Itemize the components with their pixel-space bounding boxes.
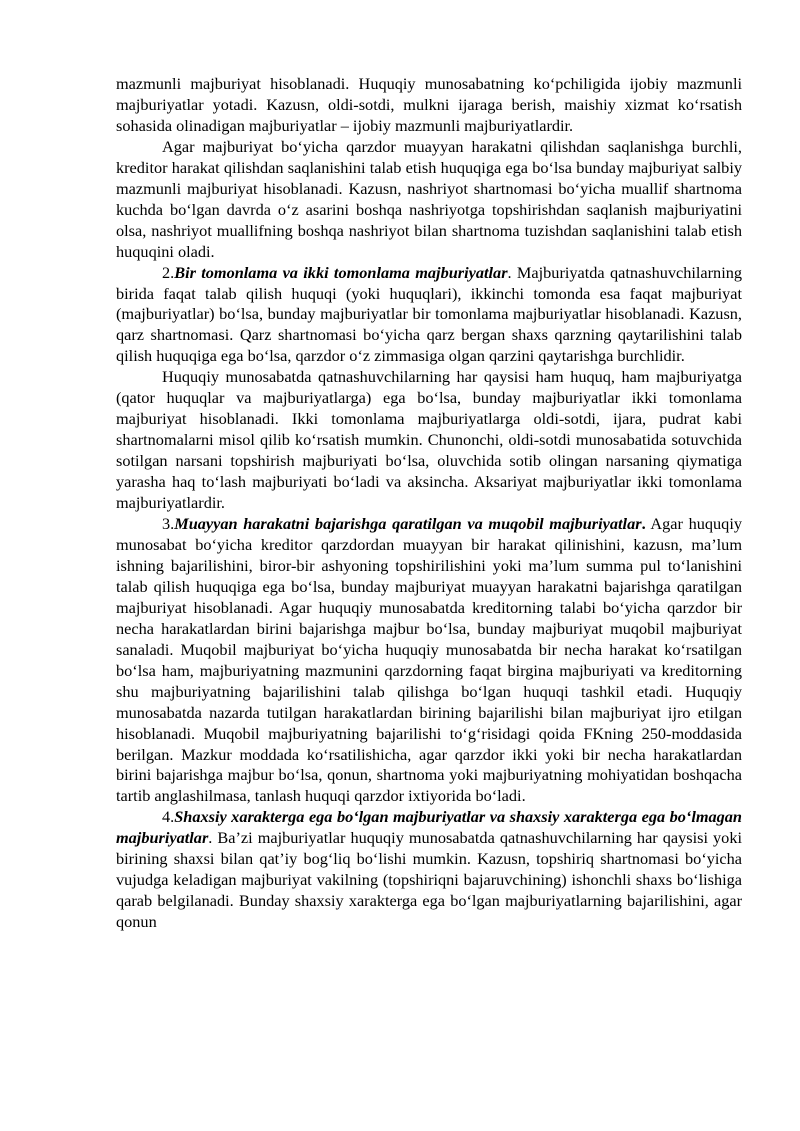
paragraph-negative-obligation [116, 137, 742, 263]
paragraph-text: . Ba’zi majburiyatlar huquqiy munosabatda qatnashuvchilarning har qaysisi yoki birining shaxsi bilan qat’iy bog‘liq bo‘lishi mumkin. Kazusn, topshiriq shartnomasi bo‘yicha vujudga keladigan majburiyat vakilning (topshiriqni bajaruvchining) ishonchli shaxs bo‘lishiga qarab belgilanadi. Bunday shaxsiy xarakterga ega bo‘lgan majburiyatlarning bajarilishini, agar qonun [116, 828, 742, 932]
paragraph-text: mazmunli majburiyat hisoblanadi. Huquqiy munosabatning ko‘pchiligida ijobiy mazmunli majburiyatlar yotadi. Kazusn, oldi-sotdi, mulkni ijaraga berish, maishiy xizmat ko‘rsatish sohasida olinadigan majburiyatlar – ijobiy mazmunli majburiyatlardir. [116, 74, 742, 135]
section-heading: Bir tomonlama va ikki tomonlama majburiyatlar [174, 262, 508, 282]
section-number: 4. [162, 807, 175, 827]
paragraph-bilateral-obligation [116, 367, 742, 514]
paragraph-text: Agar majburiyat bo‘yicha qarzdor muayyan harakatni qilishdan saqlanishga burchli, kreditor harakat qilishdan saqlanishini talab etish huquqiga ega bo‘lsa bunday majburiyat salbiy mazmunli majburiyat hisoblanadi. Kazusn, nashriyot shartnomasi bo‘yicha muallif shartnoma kuchda bo‘lgan davrda o‘z asarini boshqa nashriyotga topshirishdan saqlanish majburiyatini olsa, nashriyot muallifning boshqa nashriyot bilan shartnoma tuzishdan saqlanishini talab etish huquqini oladi. [116, 136, 742, 261]
paragraph-text: Agar huquqiy munosabat bo‘yicha kreditor qarzdordan muayyan bir harakat qilinishini, kazusn, ma’lum ishning bajarilishini, biror-bir ashyoning topshirilishini yoki ma’lum summa pul to‘lanishini talab qilish huquqiga ega bo‘lsa, bunday majburiyat muayyan harakatni bajarishga qaratilgan majburiyat hisoblanadi. Agar huquqiy munosabatda kreditorning talabi bo‘yicha qarzdor bir necha harakatlardan birini bajarishga majbur bo‘lsa, bunday majburiyat muqobil majburiyat sanaladi. Muqobil majburiyat bo‘yicha huquqiy munosabatda bir necha harakat ko‘rsatilgan bo‘lsa ham, majburiyatning mazmunini qarzdorning faqat birgina majburiyati va kreditorning shu majburiyatning bajarilishini talab qilishga bo‘lgan huquqi tashkil etadi. Huquqiy munosabatda nazarda tutilgan harakatlardan birining bajarilishi bilan majburiyat ijro etilgan hisoblanadi. Muqobil majburiyatning bajarilishi to‘g‘risidagi qoida FKning 250-moddasida berilgan. Mazkur moddada ko‘rsatilishicha, agar qarzdor ikki yoki bir necha harakatlardan birini bajarishga majbur bo‘lsa, qonun, shartnoma yoki majburiyatning mohiyatidan boshqacha tartib anglashilmasa, tanlash huquqi qarzdor ixtiyorida bo‘ladi. [116, 514, 742, 806]
heading-punctuation: . [641, 514, 646, 534]
section-number: 3. [162, 514, 175, 534]
section-4-paragraph [116, 807, 742, 933]
paragraph-text: Huquqiy munosabatda qatnashuvchilarning har qaysisi ham huquq, ham majburiyatga (qator huquqlar va majburiyatlarga) ega bo‘lsa, bunday majburiyatlar ikki tomonlama majburiyat hisoblanadi. Ikki tomonlama majburiyatlarga oldi-sotdi, ijara, pudrat kabi shartnomalarni misol qilib ko‘rsatish mumkin. Chunonchi, oldi-sotdi munosabatida sotuvchida sotilgan narsani topshirish majburiyati bo‘lsa, oluvchida sotib olingan narsaning qiymatiga yarasha haq to‘lash majburiyati bo‘ladi va aksincha. Aksariyat majburiyatlar ikki tomonlama majburiyatlardir. [116, 367, 742, 513]
section-heading: Shaxsiy xarakterga ega bo‘lgan majburiyatlar va shaxsiy xarakterga ega bo‘lmagan majburiyatlar [116, 807, 742, 848]
section-number: 2. [162, 262, 175, 282]
document-page [116, 74, 742, 933]
paragraph-continuation [116, 74, 742, 137]
section-heading: Muayyan harakatni bajarishga qaratilgan va muqobil majburiyatlar [174, 514, 642, 534]
section-2-paragraph [116, 263, 742, 368]
heading-punctuation: . [507, 262, 512, 282]
paragraph-text: Majburiyatda qatnashuvchilarning birida faqat talab qilish huquqi (yoki huquqlari), ikkinchi tomonda esa faqat majburiyat (majburiyatlar) bo‘lsa, bunday majburiyatlar bir tomonlama majburiyatlar hisoblanadi. Kazusn, qarz shartnomasi. Qarz shartnomasi bo‘yicha qarz bergan shaxs qarzning qaytarilishini talab qilish huquqiga ega bo‘lsa, qarzdor o‘z zimmasiga olgan qarzini qaytarishga burchlidir. [116, 262, 742, 366]
section-3-paragraph [116, 514, 742, 807]
